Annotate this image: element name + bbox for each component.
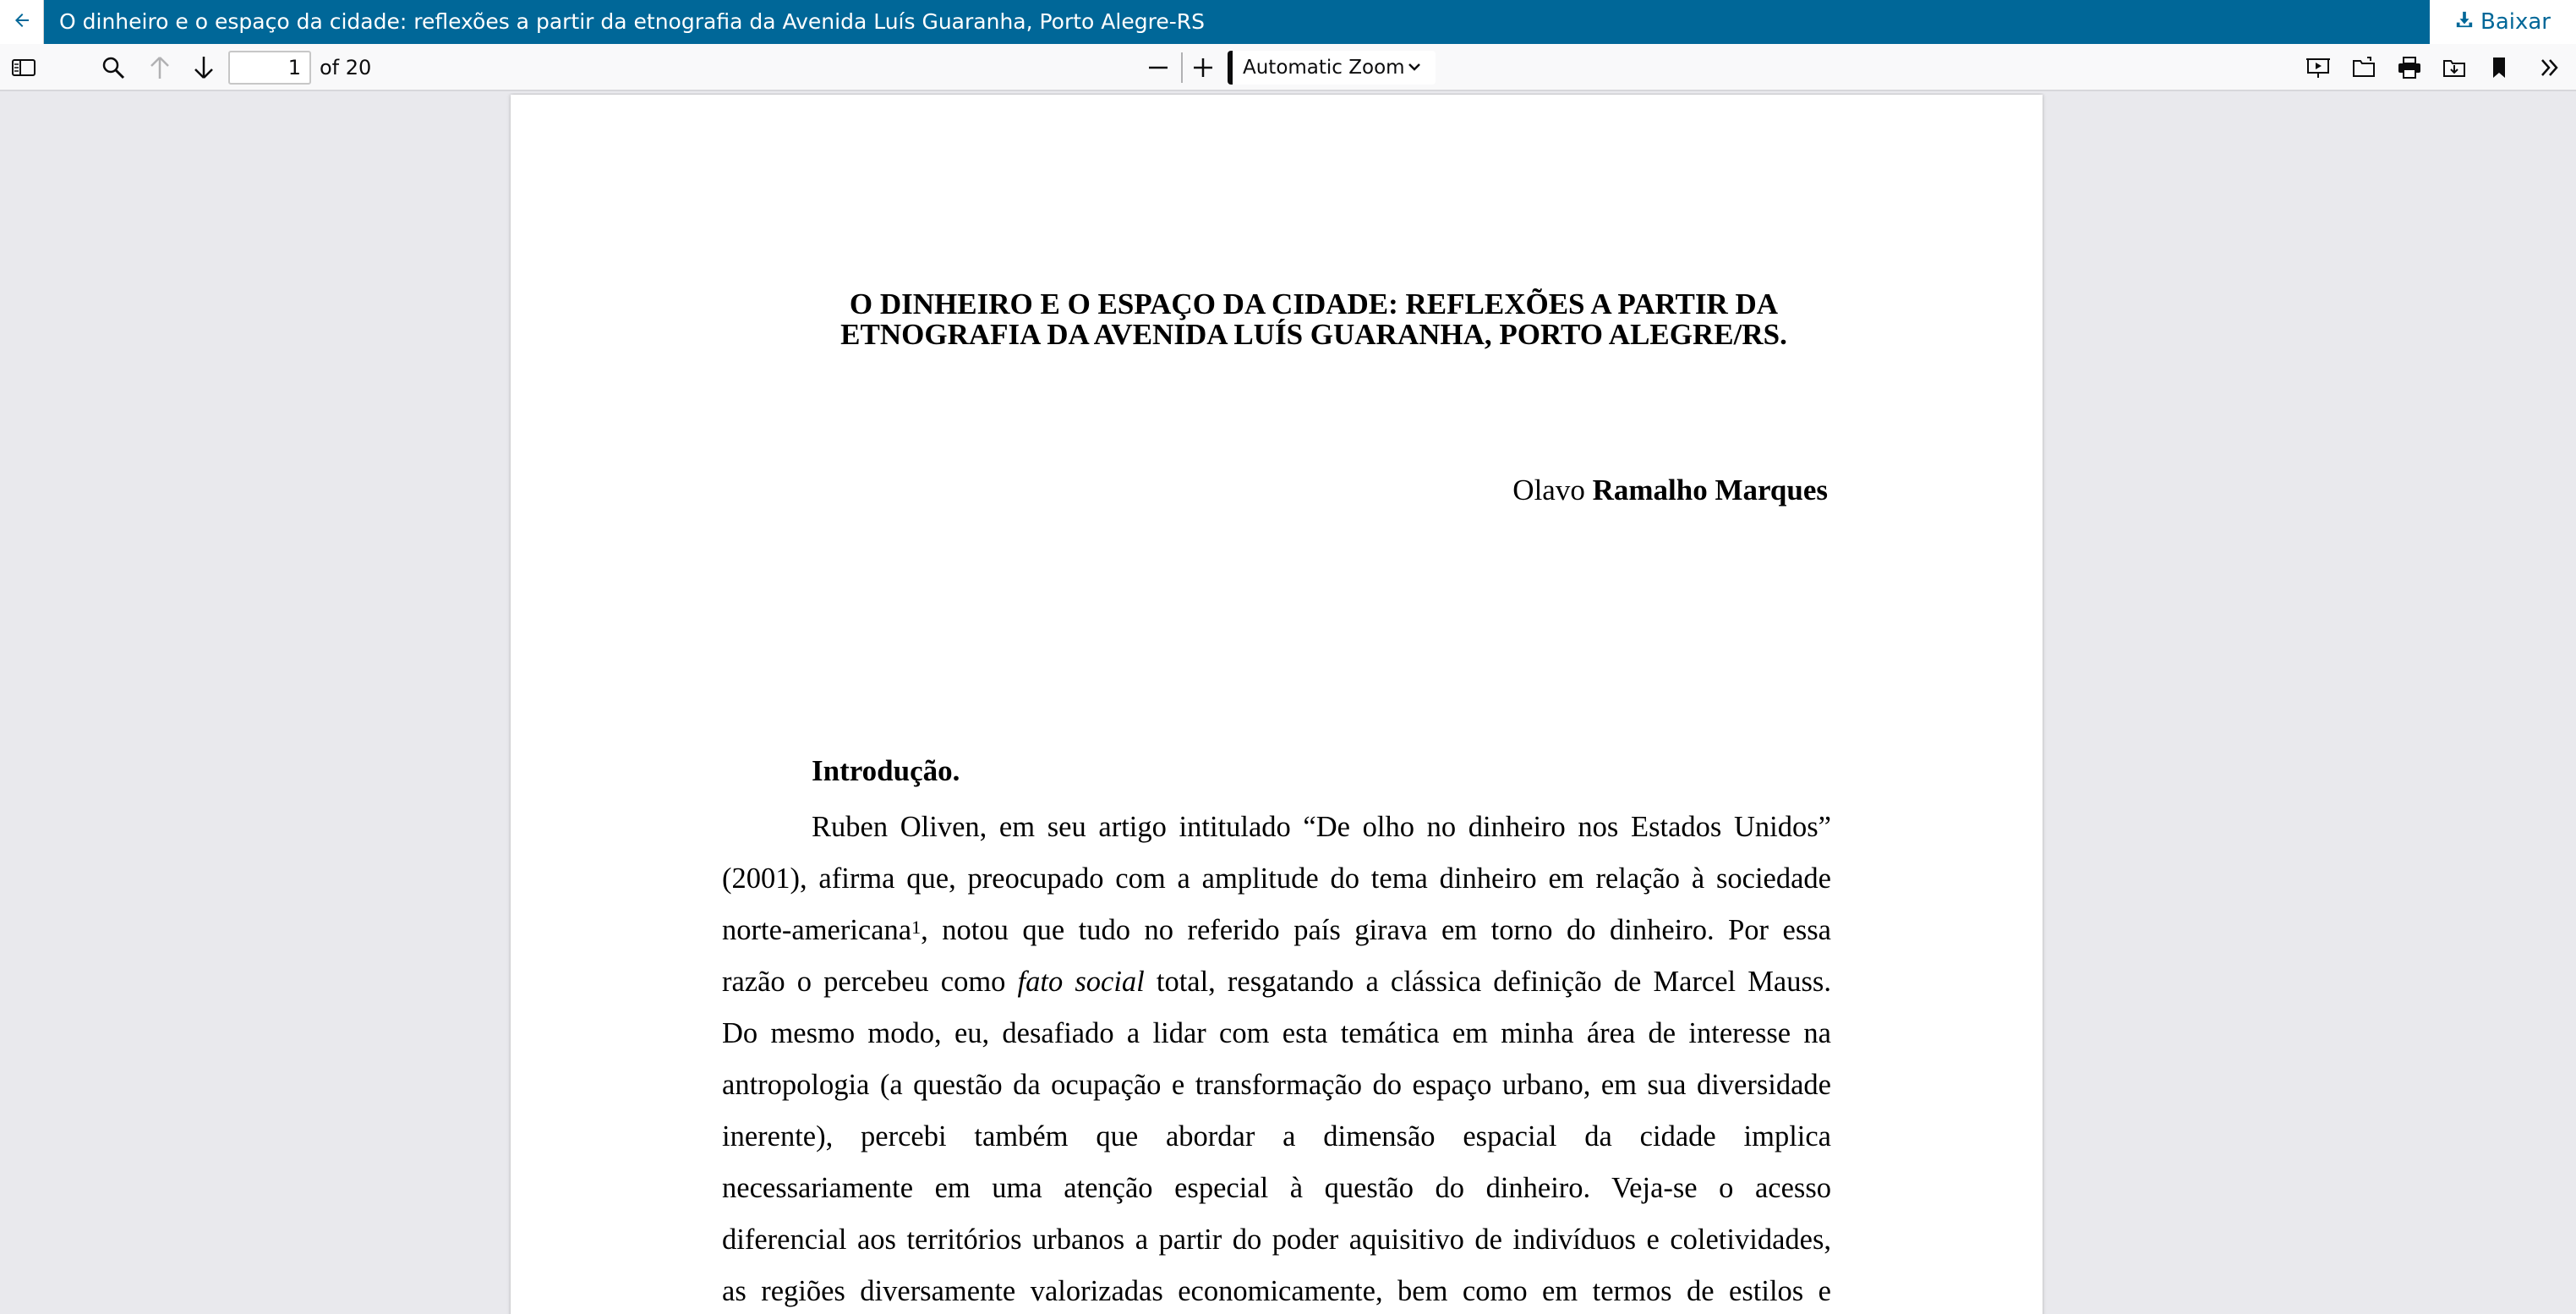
save-icon <box>2442 56 2467 79</box>
paragraph-line: antropologia (a questão da ocupação e transformação do espaço urbano, em sua diversidade <box>722 1069 1831 1101</box>
save-button[interactable] <box>2436 49 2473 86</box>
sidebar-toggle-icon <box>11 57 36 78</box>
article-title-line: O DINHEIRO E O ESPAÇO DA CIDADE: REFLEXÕES A PARTIR DA <box>849 287 1779 320</box>
paragraph-line: diferencial aos territórios urbanos a partir do poder aquisitivo de indivíduos e coletividades, <box>722 1224 1831 1256</box>
paragraph-text: razão o percebeu como <box>722 966 1018 998</box>
toolbar-divider <box>1181 52 1183 83</box>
author-first-name: Olavo <box>1512 474 1593 506</box>
back-button[interactable] <box>0 0 44 44</box>
tools-menu-button[interactable] <box>2531 49 2568 86</box>
arrow-down-icon <box>192 55 216 80</box>
open-file-icon <box>2351 56 2376 79</box>
title-bar <box>0 0 2576 44</box>
pdf-page <box>511 95 2043 1314</box>
zoom-select[interactable] <box>1228 51 1436 85</box>
paragraph-line: inerente), percebi também que abordar a dimensão espacial da cidade implica <box>722 1120 1831 1152</box>
search-icon <box>101 55 126 80</box>
presentation-mode-button[interactable] <box>2300 49 2337 86</box>
zoom-in-icon <box>1192 57 1214 79</box>
paragraph-line: as regiões diversamente valorizadas economicamente, bem como em termos de estilos e <box>722 1275 1831 1307</box>
paragraph-text: , notou que tudo no referido país girava em torno do dinheiro. Por essa <box>921 914 1831 946</box>
paragraph-line <box>722 956 1831 1008</box>
article-title <box>798 289 1829 350</box>
paragraph-line: (2001), afirma que, preocupado com a amplitude do tema dinheiro em relação à sociedade <box>722 862 1831 895</box>
author-name <box>1512 474 1828 507</box>
bookmark-icon <box>2489 56 2509 79</box>
paragraph-line: necessariamente em uma atenção especial à questão do dinheiro. Veja-se o acesso <box>722 1172 1831 1204</box>
print-button[interactable] <box>2391 49 2428 86</box>
download-icon <box>2455 9 2474 35</box>
pdf-toolbar <box>0 44 2576 91</box>
download-label: Baixar <box>2480 9 2551 35</box>
double-chevron-right-icon <box>2538 56 2562 79</box>
page-number-input[interactable]: 1 <box>228 51 311 85</box>
paragraph-text: total, resgatando a clássica definição de Marcel Mauss. <box>1144 966 1831 998</box>
document-title: O dinheiro e o espaço da cidade: reflexões a partir da etnografia da Avenida Luís Guaranha, Porto Alegre-RS <box>59 9 1205 34</box>
article-title-line: ETNOGRAFIA DA AVENIDA LUÍS GUARANHA, PORTO ALEGRE/RS. <box>840 318 1787 351</box>
sidebar-toggle-button[interactable] <box>5 49 42 86</box>
bookmark-button[interactable] <box>2480 49 2518 86</box>
footnote-marker[interactable]: 1 <box>911 917 922 938</box>
pdf-viewer-area[interactable] <box>0 93 2576 1314</box>
paragraph-text: norte-americana <box>722 914 912 946</box>
zoom-in-button[interactable] <box>1184 49 1222 86</box>
page-total-label: of 20 <box>320 56 372 79</box>
arrow-left-icon <box>12 10 32 35</box>
arrow-up-icon <box>148 55 172 80</box>
section-heading: Introdução. <box>812 754 960 787</box>
zoom-out-icon <box>1147 57 1169 79</box>
find-button[interactable] <box>95 49 132 86</box>
paragraph-line: Do mesmo modo, eu, desafiado a lidar com esta temática em minha área de interesse na <box>722 1017 1831 1049</box>
previous-page-button[interactable] <box>141 49 178 86</box>
paragraph-line: Ruben Oliven, em seu artigo intitulado “De olho no dinheiro nos Estados Unidos” <box>812 811 1831 843</box>
body-paragraph <box>722 802 1831 1314</box>
download-button[interactable] <box>2430 0 2576 44</box>
print-icon <box>2397 56 2422 79</box>
open-file-button[interactable] <box>2345 49 2382 86</box>
zoom-value: Automatic Zoom <box>1243 57 1405 79</box>
next-page-button[interactable] <box>185 49 222 86</box>
chevron-down-icon <box>1407 51 1422 96</box>
italic-term: fato social <box>1017 966 1145 998</box>
paragraph-line <box>722 905 1831 956</box>
author-last-name: Ramalho Marques <box>1592 474 1828 506</box>
presentation-icon <box>2305 56 2331 79</box>
zoom-out-button[interactable] <box>1140 49 1177 86</box>
